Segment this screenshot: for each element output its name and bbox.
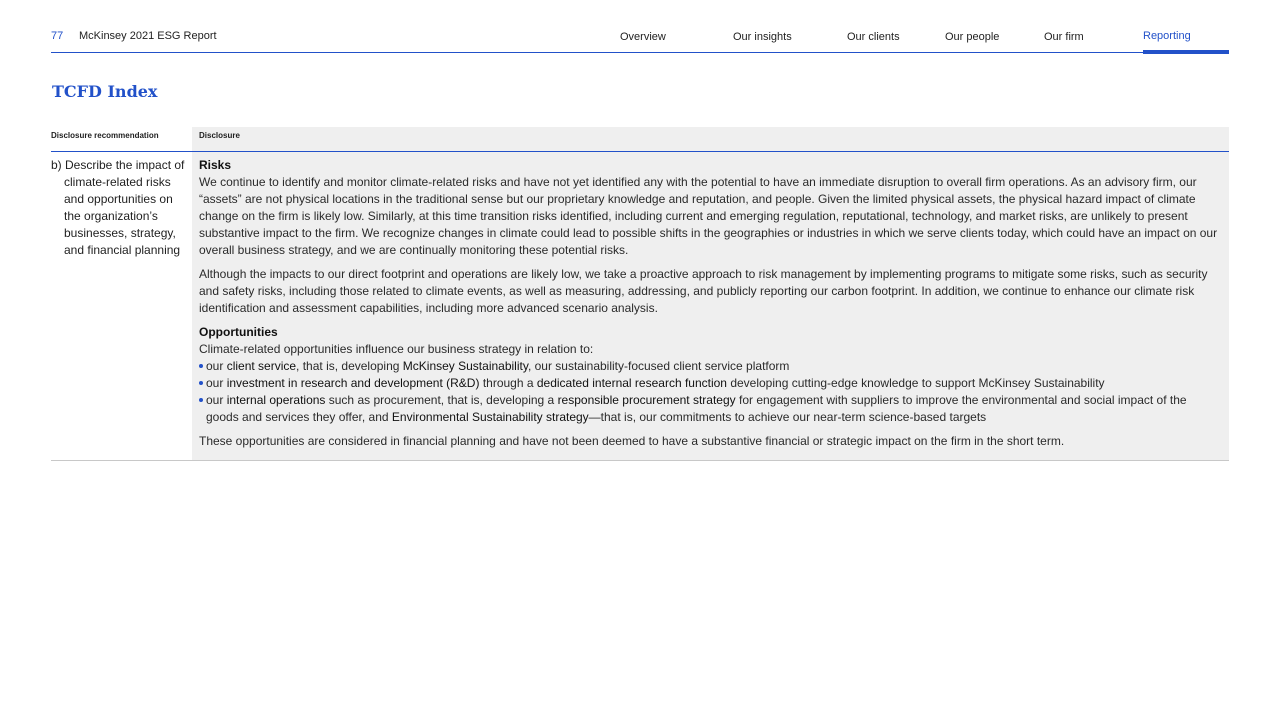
active-nav-indicator — [1143, 50, 1229, 54]
nav-our-clients[interactable]: Our clients — [847, 31, 900, 43]
page-number: 77 — [51, 30, 64, 42]
nav-our-firm[interactable]: Our firm — [1044, 31, 1084, 43]
bullet-dot — [199, 364, 203, 368]
bullet-dot — [199, 381, 203, 385]
table-header — [51, 127, 1229, 152]
nav-our-people[interactable]: Our people — [945, 31, 1000, 43]
risks-paragraph-1: We continue to identify and monitor climate-related risks and have not yet identified any with the potential to have an immediate disruption to overall firm operations. As an advisory firm, our “assets” are not physical locations in the traditional sense but our proprietary knowledge and reputation, and people. Given the limited physical assets, the physical hazard impact of climate change on the firm is likely low. Similarly, at this time transition risks identified, including current and emerging regulation, reputational, technology, and market risks, are unlikely to present substantive impact to the firm. We recognize changes in climate could lead to possible shifts in the geographies or industries in which we serve clients today, which could have an impact on our overall business strategy, and we are continually monitoring these potential risks. — [199, 175, 1218, 257]
nav-overview[interactable]: Overview — [620, 31, 666, 43]
tcfd-table — [51, 127, 1229, 461]
opportunities-intro: Climate-related opportunities influence our business strategy in relation to: — [199, 342, 594, 356]
highlight-text: McKinsey Sustainability — [402, 359, 528, 373]
recommendation-text: b) Describe the impact of climate-related risks and opportunities on the organization’s businesses, strategy, and financial planning — [51, 158, 185, 257]
highlight-text: client service — [226, 359, 297, 373]
table-row — [51, 152, 1229, 461]
list-item: our client service, that is, developing McKinsey Sustainability, our sustainability-focused client service platform — [199, 358, 1221, 375]
highlight-text: internal operations — [226, 393, 326, 407]
risks-heading: Risks — [199, 158, 232, 172]
page-title: TCFD Index — [52, 82, 158, 101]
highlight-text: responsible procurement strategy — [557, 393, 736, 407]
bullet-dot — [199, 398, 203, 402]
opportunities-heading: Opportunities — [199, 325, 278, 339]
list-item: our investment in research and development (R&D) through a dedicated internal research function developing cutting-edge knowledge to support McKinsey Sustainability — [199, 375, 1221, 392]
report-title: McKinsey 2021 ESG Report — [79, 30, 217, 42]
recommendation-cell — [51, 152, 192, 259]
nav-our-insights[interactable]: Our insights — [733, 31, 792, 43]
disclosure-cell — [192, 152, 1229, 460]
page-header — [51, 0, 1229, 53]
column-header-recommendation: Disclosure recommendation — [51, 131, 159, 140]
list-item: our internal operations such as procurement, that is, developing a responsible procurement strategy for engagement with suppliers to improve the environmental and social impact of the goods and services they offer, and Environmental Sustainability strategy—that is, our commitments to achieve our near-term science-based targets — [199, 392, 1221, 426]
risks-paragraph-2: Although the impacts to our direct footprint and operations are likely low, we take a proactive approach to risk management by implementing programs to mitigate some risks, such as security and safety risks, including those related to climate events, as well as measuring, addressing, and publicly reporting our carbon footprint. In addition, we continue to enhance our climate risk identification and assessment capabilities, including more advanced scenario analysis. — [199, 267, 1208, 315]
highlight-text: dedicated internal research function — [536, 376, 727, 390]
nav-reporting[interactable]: Reporting — [1143, 30, 1191, 42]
opportunities-closing: These opportunities are considered in financial planning and have not been deemed to have a substantive financial or strategic impact on the firm in the short term. — [199, 434, 1065, 448]
highlight-text: investment in research and development (R&D) — [226, 376, 480, 390]
highlight-text: Environmental Sustainability strategy — [391, 410, 589, 424]
opportunities-list — [199, 358, 1221, 426]
column-header-disclosure: Disclosure — [192, 127, 1229, 151]
